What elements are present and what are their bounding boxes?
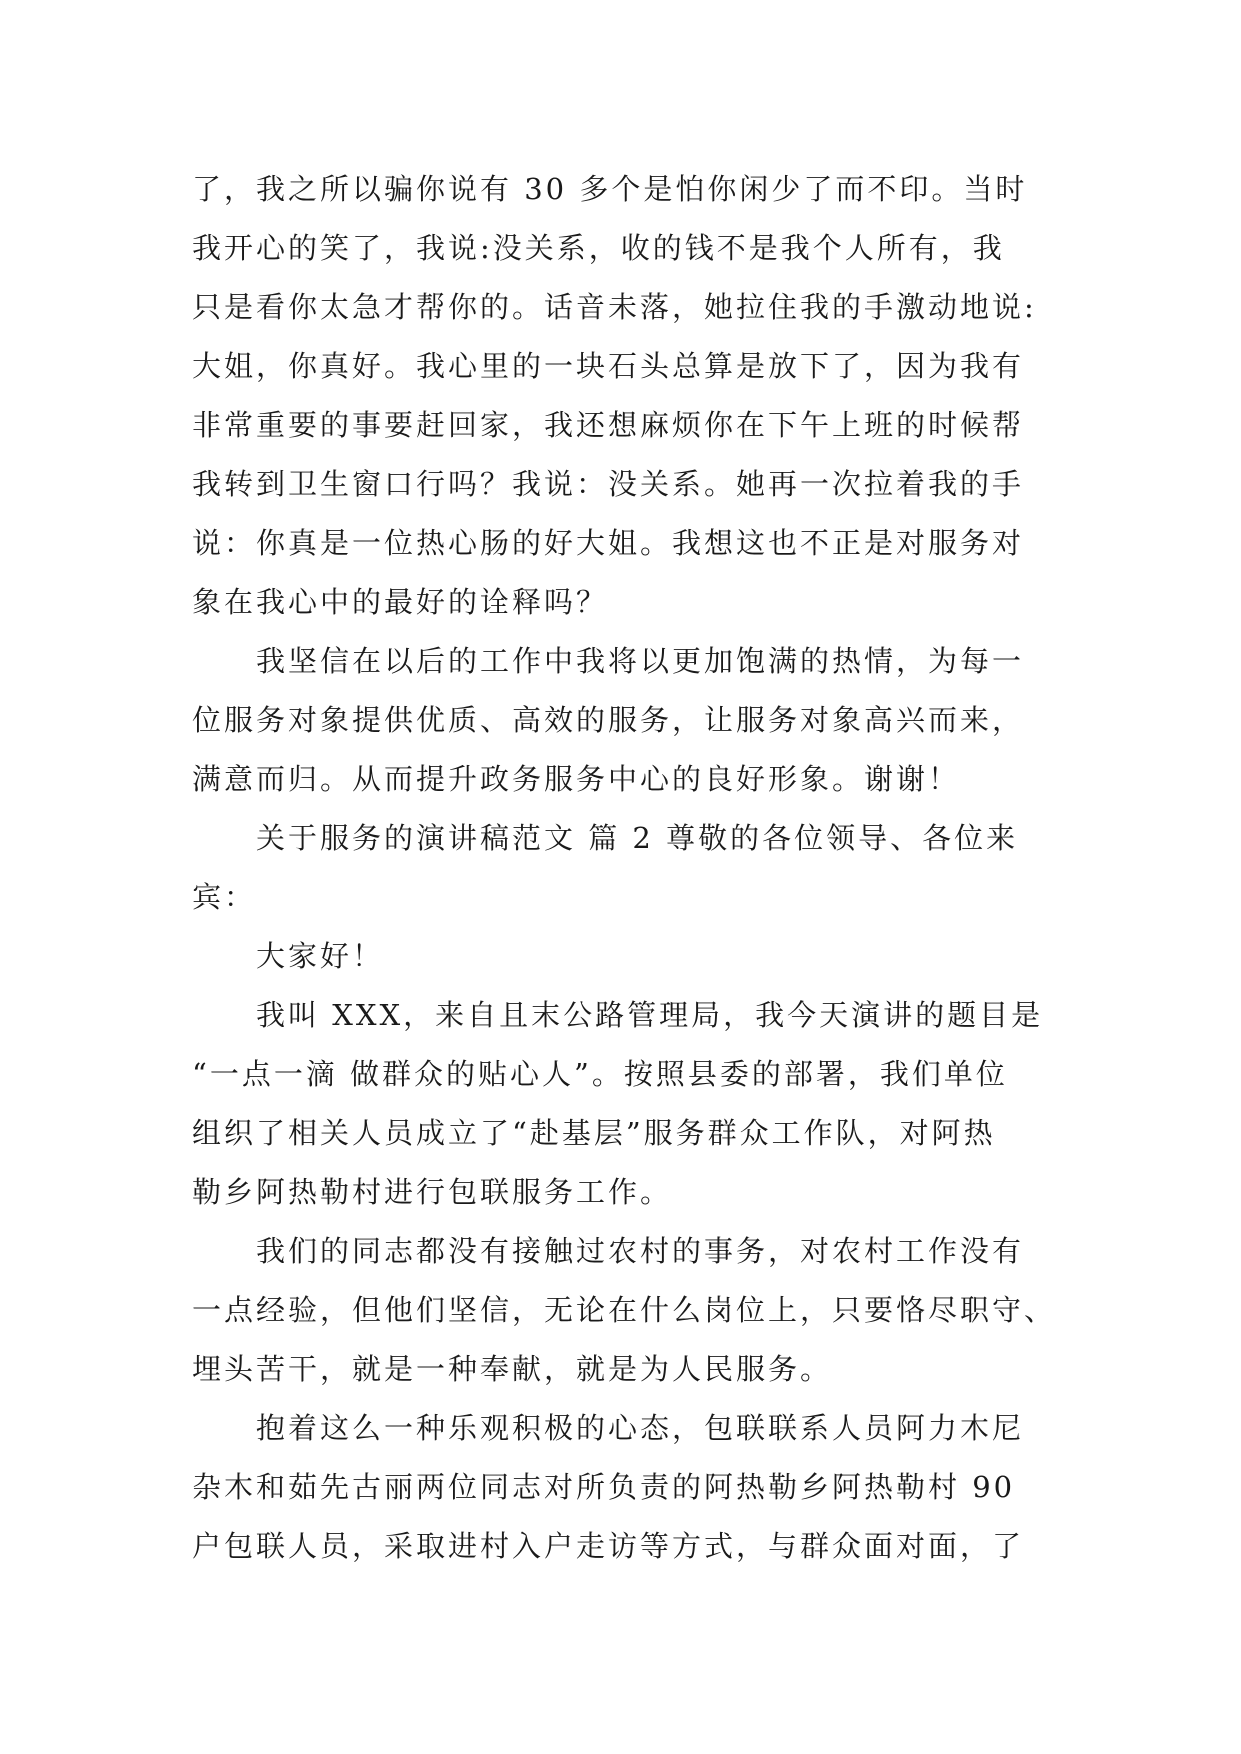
text-line: 象在我心中的最好的诠释吗？: [192, 585, 609, 619]
text-line: 勒乡阿热勒村进行包联服务工作。: [192, 1175, 673, 1209]
text-line: “一点一滴 做群众的贴心人”。按照县委的部署，我们单位: [192, 1057, 1008, 1091]
paragraph-first-line: 我叫 XXX，来自且末公路管理局，我今天演讲的题目是: [256, 998, 1044, 1032]
text-line: 只是看你太急才帮你的。话音未落，她拉住我的手激动地说:: [192, 290, 1037, 324]
text-line: 宾：: [192, 880, 257, 914]
paragraph-first-line: 我们的同志都没有接触过农村的事务，对农村工作没有: [256, 1234, 1025, 1268]
text-line: 了，我之所以骗你说有 30 多个是怕你闲少了而不印。当时: [192, 172, 1028, 206]
text-line: 杂木和茹先古丽两位同志对所负责的阿热勒乡阿热勒村 90: [192, 1470, 1016, 1504]
text-line: 一点经验，但他们坚信，无论在什么岗位上，只要恪尽职守、: [192, 1293, 1056, 1327]
text-line: 户包联人员，采取进村入户走访等方式，与群众面对面，了: [192, 1529, 1025, 1563]
text-line: 满意而归。从而提升政务服务中心的良好形象。谢谢！: [192, 762, 961, 796]
text-line: 我转到卫生窗口行吗？我说：没关系。她再一次拉着我的手: [192, 467, 1025, 501]
text-line: 说：你真是一位热心肠的好大姐。我想这也不正是对服务对: [192, 526, 1025, 560]
paragraph-first-line: 抱着这么一种乐观积极的心态，包联联系人员阿力木尼: [256, 1411, 1025, 1445]
text-line: 埋头苦干，就是一种奉献，就是为人民服务。: [192, 1352, 833, 1386]
document-body: [192, 160, 1056, 1576]
paragraph-first-line: 我坚信在以后的工作中我将以更加饱满的热情，为每一: [256, 644, 1025, 678]
text-line: 组织了相关人员成立了“赴基层”服务群众工作队，对阿热: [192, 1116, 996, 1150]
text-line: 位服务对象提供优质、高效的服务，让服务对象高兴而来，: [192, 703, 1025, 737]
greeting-line: 大家好！: [256, 939, 385, 973]
text-line: 非常重要的事要赶回家，我还想麻烦你在下午上班的时候帮: [192, 408, 1025, 442]
text-line: 大姐，你真好。我心里的一块石头总算是放下了，因为我有: [192, 349, 1025, 383]
section-heading-line: 关于服务的演讲稿范文 篇 2 尊敬的各位领导、各位来: [256, 821, 1019, 855]
text-line: 我开心的笑了，我说:没关系，收的钱不是我个人所有，我: [192, 231, 1005, 265]
